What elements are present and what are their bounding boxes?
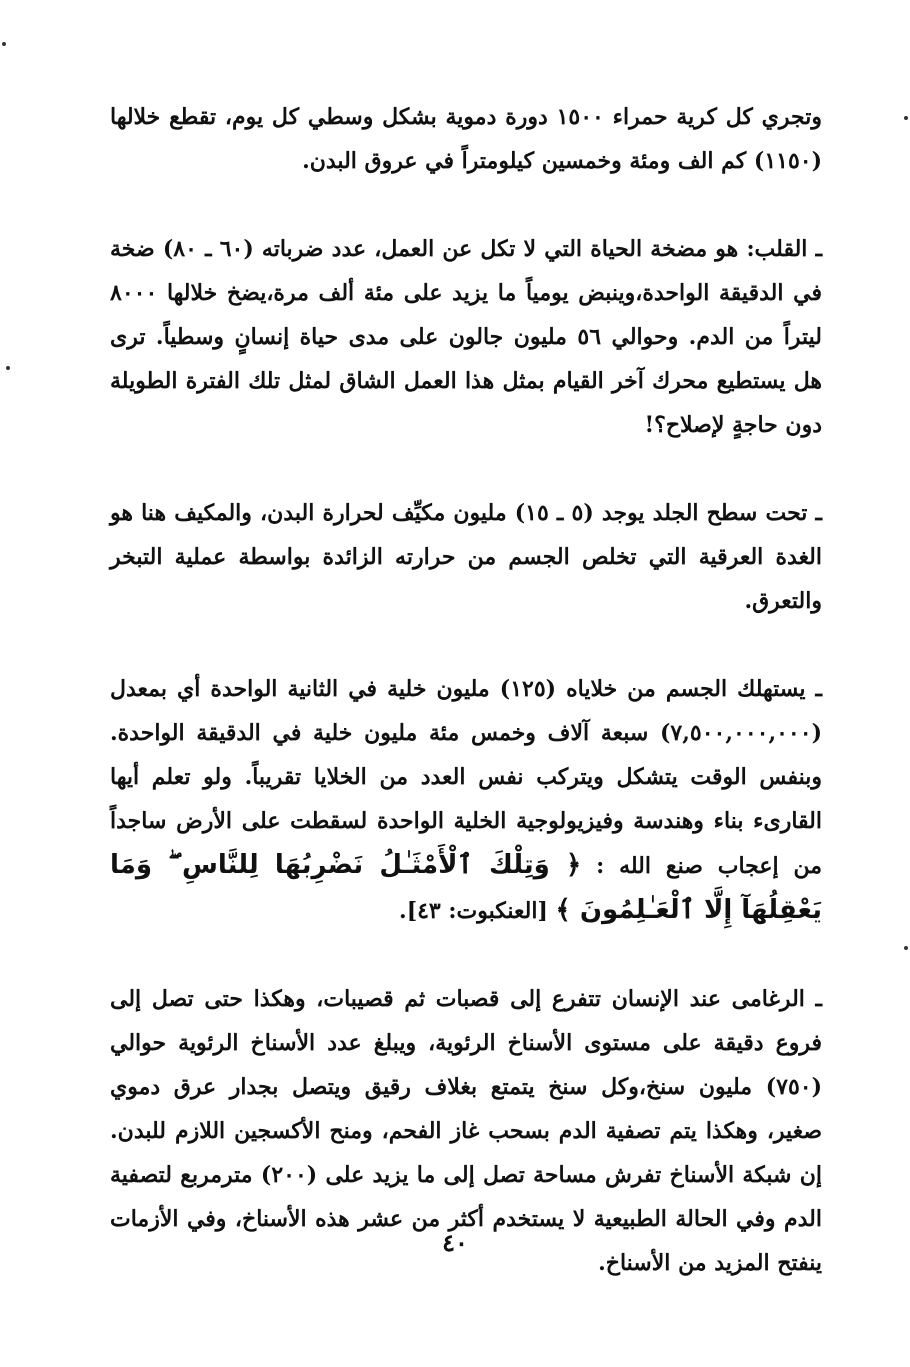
- edge-mark-left-middle: [6, 366, 10, 370]
- edge-mark-right-upper: [904, 116, 908, 120]
- paragraph-heart: [110, 227, 822, 447]
- paragraph-sweat-glands: [110, 491, 822, 623]
- page-number: ٤٠: [442, 1228, 468, 1257]
- quran-verse: ﴿ وَتِلْكَ ٱلْأَمْثَـٰلُ نَضْرِبُهَا لِلنَّاسِ ۖ وَمَا يَعْقِلُهَآ إِلَّا ٱلْعَـٰلِمُونَ ﴾: [110, 850, 822, 925]
- page-body: [110, 95, 822, 1285]
- edge-mark-right-lower: [904, 946, 908, 950]
- paragraph-text: ـ يستهلك الجسم من خلاياه (١٢٥) مليون خلية في الثانية الواحدة أي بمعدل (٧,٥٠٠,٠٠٠,٠٠٠) سبعة آلاف وخمس مئة مليون خلية في الدقيقة الواحدة. وبنفس الوقت يتشكل ويتركب نفس العدد من الخلايا تقريباً. ولو تعلم أيها القارىء بناء وهندسة وفيزيولوجية الخلية الواحدة لسقطت على الأرض ساجداً من إعجاب صنع الله :: [110, 676, 823, 879]
- paragraph-text: ـ الرغامى عند الإنسان تتفرع إلى قصبات ثم قصيبات، وهكذا حتى تصل إلى فروع دقيقة على مستوى الأسناخ الرئوية، ويبلغ عدد الأسناخ الرئوية حوالي (٧٥٠) مليون سنخ،وكل سنخ يتمتع بغلاف رقيق ويتصل بجدار عرق دموي صغير، وهكذا يتم تصفية الدم بسحب غاز الفحم، ومنح الأكسجين اللازم للبدن. إن شبكة الأسناخ تفرش مساحة تصل إلى ما يزيد على (٢٠٠) مترمربع لتصفية الدم وفي الحالة الطبيعية لا يستخدم أكثر من عشر هذه الأسناخ، وفي الأزمات ينفتح المزيد من الأسناخ.: [110, 986, 823, 1276]
- paragraph-text: ـ القلب: هو مضخة الحياة التي لا تكل عن العمل، عدد ضرباته (٦٠ ـ ٨٠) ضخة في الدقيقة الواحدة،وينبض يومياً ما يزيد على مئة ألف مرة،يضخ خلالها ٨٠٠٠ ليتراً من الدم. وحوالي ٥٦ مليون جالون على مدى حياة إنسانٍ وسطياً. ترى هل يستطيع محرك آخر القيام بمثل هذا العمل الشاق لمثل تلك الفترة الطويلة دون حاجةٍ لإصلاح؟!: [110, 236, 823, 438]
- paragraph-text: ـ تحت سطح الجلد يوجد (٥ ـ ١٥) مليون مكيِّف لحرارة البدن، والمكيف هنا هو الغدة العرقية التي تخلص الجسم من حرارته الزائدة بواسطة عملية التبخر والتعرق.: [110, 500, 823, 614]
- verse-citation: [العنكبوت: ٤٣].: [399, 898, 548, 924]
- paragraph-cells: [110, 667, 822, 933]
- paragraph-red-blood-cells: [110, 95, 822, 183]
- paragraph-text: وتجري كل كرية حمراء ١٥٠٠ دورة دموية بشكل وسطي كل يوم، تقطع خلالها (١١٥٠) كم الف ومئة وخمسين كيلومتراً في عروق البدن.: [110, 104, 822, 174]
- edge-mark-top-left: [2, 42, 6, 46]
